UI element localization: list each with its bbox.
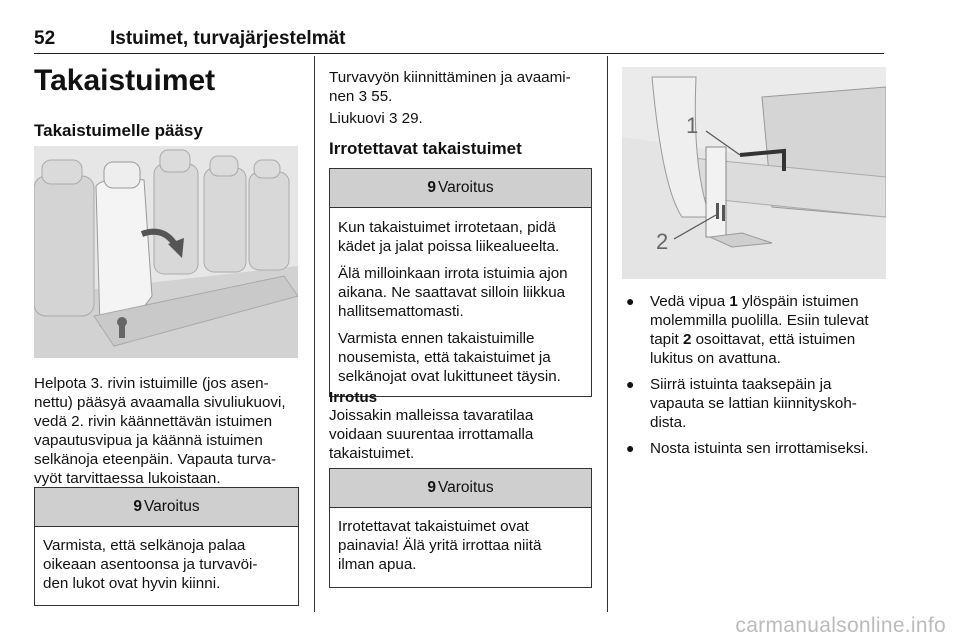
text-part: osoittavat, että istuimen [691, 331, 856, 348]
text-line: vedä 2. rivin käännettävän istuimen [34, 413, 273, 430]
text-line: Varmista, että selkänoja palaa [43, 537, 246, 554]
warning-title: Varoitus [143, 498, 200, 515]
text-line: nen [329, 88, 355, 105]
text-line: Irrotettavat takaistuimet ovat [338, 518, 529, 535]
header-divider [34, 53, 884, 54]
text-part: Vedä vipua [650, 293, 730, 310]
warning-paragraph [338, 218, 585, 256]
column-divider-left [314, 56, 315, 612]
list-item [626, 375, 894, 432]
label-number: 2 [682, 331, 692, 348]
warning-box-removal [329, 168, 592, 397]
text-line: Turvavyön kiinnittäminen ja avaami- [329, 69, 571, 86]
text-line: takaistuimet. [329, 445, 415, 462]
text-line: lukitus on avattuna. [650, 350, 781, 367]
warning-header [330, 469, 591, 508]
warning-box-heavy [329, 468, 592, 588]
text-line: Nosta istuinta sen irrottamiseksi. [650, 440, 869, 457]
text-part: ylöspäin istuimen [737, 293, 859, 310]
bullet-icon: ● [626, 376, 635, 392]
label-number: 1 [729, 293, 738, 310]
text-line: voidaan suurentaa irrottamalla [329, 426, 534, 443]
figure-label-2: 2 [656, 229, 669, 254]
text-line: oikeaan asentoonsa ja turvavöi- [43, 556, 258, 573]
text-line: Siirrä istuinta taaksepäin ja [650, 376, 832, 393]
cross-reference-sliding-door [329, 109, 423, 128]
warning-header [330, 169, 591, 208]
warning-body [330, 208, 591, 396]
text-line: vapautusvipua ja käännä istuimen [34, 432, 263, 449]
warning-paragraph [338, 329, 585, 386]
warning-icon: 9 [133, 498, 142, 515]
warning-title: Varoitus [437, 479, 494, 496]
bullet-icon: ● [626, 440, 635, 456]
instruction-list [626, 292, 894, 458]
text-line: Helpota 3. rivin istuimille (jos asen- [34, 375, 269, 392]
text-line: ilman apua. [338, 556, 417, 573]
watermark: carmanualsonline.info [735, 614, 946, 637]
text-line: Kun takaistuimet irrotetaan, pidä [338, 219, 556, 236]
page-ref-icon: 3 [388, 110, 398, 127]
text-line: selkänojat ovat lukittuneet täysin. [338, 368, 561, 385]
figure-label-1: 1 [686, 113, 699, 138]
removal-paragraph [329, 406, 599, 463]
warning-box-seatback [34, 487, 299, 606]
section-title: Istuimet, turvajärjestelmät [110, 28, 346, 49]
warning-header [35, 488, 298, 527]
page-ref[interactable]: 55. [371, 88, 393, 105]
warning-title: Varoitus [437, 179, 494, 196]
removable-seats-heading: Irrotettavat takaistuimet [329, 139, 522, 158]
warning-body [35, 527, 298, 605]
text-line: vapauta se lattian kiinnityskoh- [650, 395, 857, 412]
seat-access-paragraph [34, 374, 304, 488]
seat-access-illustration [34, 146, 298, 358]
column-divider-right [607, 56, 608, 612]
bullet-icon: ● [626, 293, 635, 309]
text-line: Varmista ennen takaistuimille [338, 330, 535, 347]
list-item [626, 292, 894, 368]
text-line: painavia! Älä yritä irrottaa niitä [338, 537, 542, 554]
text-line: hallitsemattomasti. [338, 303, 464, 320]
text-line: aikana. Ne saattavat silloin liikkua [338, 284, 566, 301]
text-line: Joissakin malleissa tavaratilaa [329, 407, 534, 424]
page-ref-icon: 3 [358, 88, 368, 105]
warning-icon: 9 [427, 479, 436, 496]
text-line: molemmilla puolilla. Esiin tulevat [650, 312, 869, 329]
removal-heading: Irrotus [329, 389, 378, 406]
ref-label: Liukuovi [329, 110, 385, 127]
warning-body [330, 508, 591, 587]
warning-paragraph [338, 264, 585, 321]
list-item [626, 439, 894, 458]
page-number: 52 [34, 28, 56, 49]
seat-latch-illustration [622, 67, 886, 279]
text-part: tapit [650, 331, 683, 348]
page-ref[interactable]: 29. [401, 110, 423, 127]
warning-icon: 9 [427, 179, 436, 196]
subsection-heading: Takaistuimelle pääsy [34, 121, 203, 140]
text-line: dista. [650, 414, 687, 431]
text-line: Älä milloinkaan irrota istuimia ajon [338, 265, 568, 282]
text-line: nousemista, että takaistuimet ja [338, 349, 551, 366]
page-title: Takaistuimet [34, 64, 216, 97]
text-line: kädet ja jalat poissa liikealueelta. [338, 238, 560, 255]
text-line: selkänoja eteenpäin. Vapauta turva- [34, 451, 277, 468]
text-line: vyöt tarvittaessa lukoistaan. [34, 470, 221, 487]
text-line: den lukot ovat hyvin kiinni. [43, 575, 221, 592]
text-line: nettu) pääsyä avaamalla sivuliukuovi, [34, 394, 286, 411]
cross-reference-belts [329, 68, 599, 106]
